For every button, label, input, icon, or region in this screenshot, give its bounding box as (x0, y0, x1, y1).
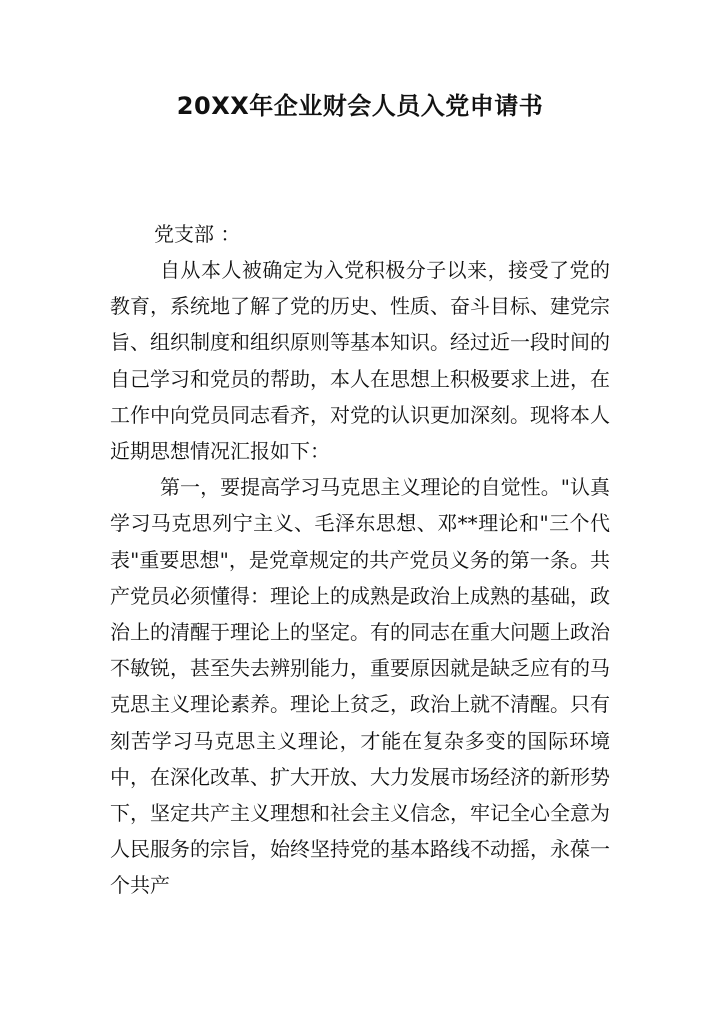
document-title: 20XX年企业财会人员入党申请书 (176, 92, 544, 120)
paragraph-intro: 自从本人被确定为入党积极分子以来，接受了党的教育，系统地了解了党的历史、性质、奋斗目标、建党宗旨、组织制度和组织原则等基本知识。经过近一段时间的自己学习和党员的帮助，本人在思想上积极要求上进，在工作中向党员同志看齐，对党的认识更加深刻。现将本人近期思想情况汇报如下： (110, 258, 610, 464)
document-body (110, 252, 610, 904)
paragraph-first-point: 第一，要提高学习马克思主义理论的自觉性。"认真学习马克思列宁主义、毛泽东思想、邓**理论和"三个代表"重要思想"，是党章规定的共产党员义务的第一条。共产党员必须懂得：理论上的成熟是政治上成熟的基础，政治上的清醒于理论上的坚定。有的同志在重大问题上政治不敏锐，甚至失去辨别能力，重要原因就是缺乏应有的马克思主义理论素养。理论上贫乏，政治上就不清醒。只有刻苦学习马克思主义理论，才能在复杂多变的国际环境中，在深化改革、扩大开放、大力发展市场经济的新形势下，坚定共产主义理想和社会主义信念，牢记全心全意为人民服务的宗旨，始终坚持党的基本路线不动摇，永葆一个共产 (110, 475, 610, 898)
salutation: 党支部 ： (154, 222, 241, 246)
